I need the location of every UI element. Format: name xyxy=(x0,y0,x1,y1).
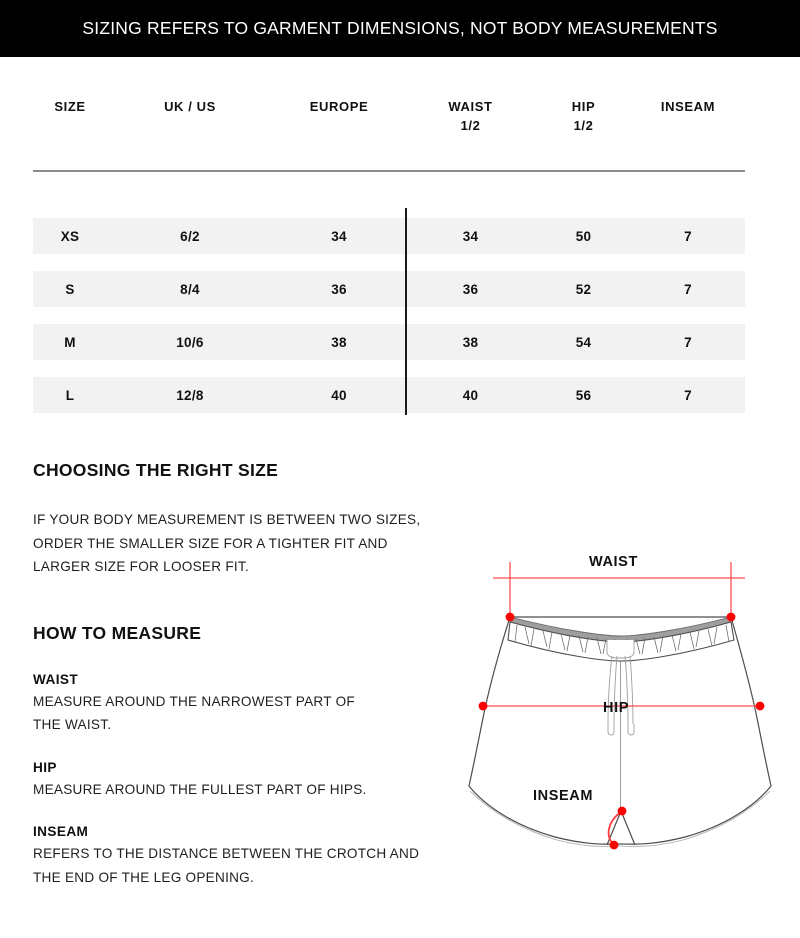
column-header-uk-us xyxy=(107,92,273,154)
table-row xyxy=(33,324,745,360)
inseam-marker-top xyxy=(618,807,627,816)
waist-marker-right xyxy=(727,613,736,622)
header-divider-rule xyxy=(33,170,745,172)
column-header-waist-label: WAIST xyxy=(448,99,493,114)
choosing-line-2: ORDER THE SMALLER SIZE FOR A TIGHTER FIT AND xyxy=(33,535,388,551)
measure-inseam-line-2: THE END OF THE LEG OPENING. xyxy=(33,869,255,885)
waist-marker-left xyxy=(506,613,515,622)
cell-europe: 40 xyxy=(331,387,347,403)
column-header-europe-label: EUROPE xyxy=(309,99,369,114)
table-body xyxy=(33,218,745,413)
column-header-inseam xyxy=(631,92,745,154)
table-row xyxy=(33,271,745,307)
cell-waist: 38 xyxy=(462,334,479,350)
diagram-label-waist: WAIST xyxy=(589,554,638,570)
table-row xyxy=(33,377,745,413)
diagram-label-hip: HIP xyxy=(603,700,629,716)
cell-uk-us: 10/6 xyxy=(176,334,204,350)
cell-size: L xyxy=(65,387,75,403)
cell-size: S xyxy=(65,281,75,297)
column-header-hip-sub: 1/2 xyxy=(573,117,594,133)
cell-hip: 56 xyxy=(575,387,592,403)
cell-hip: 54 xyxy=(575,334,592,350)
cell-size: M xyxy=(64,334,76,350)
choosing-heading: CHOOSING THE RIGHT SIZE xyxy=(33,460,279,480)
measure-waist-line-2: THE WAIST. xyxy=(33,717,112,732)
column-header-hip xyxy=(536,92,631,154)
column-header-uk-us-label: UK / US xyxy=(164,99,216,114)
cell-inseam: 7 xyxy=(684,228,692,244)
cell-waist: 40 xyxy=(462,387,479,403)
hip-marker-right xyxy=(756,702,765,711)
inseam-marker-bottom xyxy=(610,841,619,850)
choosing-line-3: LARGER SIZE FOR LOOSER FIT. xyxy=(33,559,249,574)
cell-hip: 52 xyxy=(575,281,592,297)
measure-hip-line-1: MEASURE AROUND THE FULLEST PART OF HIPS. xyxy=(33,781,367,797)
cell-europe: 34 xyxy=(331,228,347,244)
cell-inseam: 7 xyxy=(684,387,692,403)
cell-uk-us: 6/2 xyxy=(180,228,200,244)
choosing-line-1: IF YOUR BODY MEASUREMENT IS BETWEEN TWO SIZES, xyxy=(33,512,421,527)
cell-inseam: 7 xyxy=(684,334,692,350)
column-header-hip-label: HIP xyxy=(571,99,596,114)
cell-waist: 36 xyxy=(462,281,479,297)
how-to-measure-heading: HOW TO MEASURE xyxy=(33,622,202,643)
measurement-section-divider xyxy=(405,208,407,415)
column-header-size xyxy=(33,92,107,154)
cell-uk-us: 12/8 xyxy=(176,387,204,403)
header-banner xyxy=(0,0,800,57)
table-row xyxy=(33,218,745,254)
measure-term-inseam: INSEAM xyxy=(33,824,89,839)
column-header-inseam-label: INSEAM xyxy=(660,99,716,114)
cell-hip: 50 xyxy=(575,228,592,244)
measure-term-waist: WAIST xyxy=(33,671,79,687)
measure-waist-line-1: MEASURE AROUND THE NARROWEST PART OF xyxy=(33,693,355,709)
guidance-section xyxy=(33,460,483,889)
cell-size: XS xyxy=(60,228,80,244)
column-header-size-label: SIZE xyxy=(54,99,86,114)
measure-term-hip: HIP xyxy=(33,759,57,775)
column-header-europe xyxy=(273,92,405,154)
measure-inseam-line-1: REFERS TO THE DISTANCE BETWEEN THE CROTCH AND xyxy=(33,846,420,861)
cell-inseam: 7 xyxy=(684,281,692,297)
cell-europe: 38 xyxy=(331,334,347,350)
size-table xyxy=(33,92,745,430)
hip-marker-left xyxy=(479,702,488,711)
column-header-waist-sub: 1/2 xyxy=(460,117,481,133)
diagram-label-inseam: INSEAM xyxy=(533,788,593,804)
cell-waist: 34 xyxy=(462,228,479,244)
shorts-measurement-diagram xyxy=(455,548,785,878)
table-header-row xyxy=(33,92,745,154)
waist-guide-lines xyxy=(493,562,745,617)
cell-europe: 36 xyxy=(331,281,347,297)
cell-uk-us: 8/4 xyxy=(180,281,200,297)
banner-title: SIZING REFERS TO GARMENT DIMENSIONS, NOT BODY MEASUREMENTS xyxy=(82,18,718,38)
column-header-waist xyxy=(405,92,536,154)
